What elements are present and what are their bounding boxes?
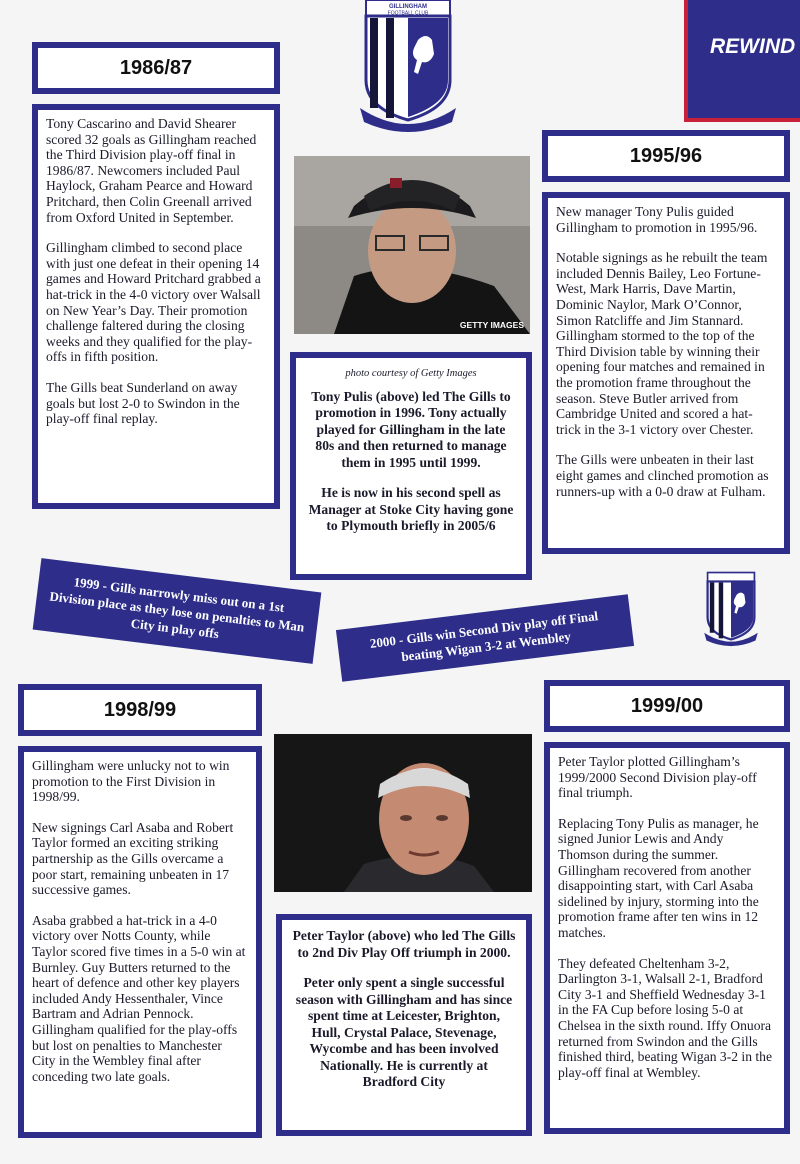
section-1999-paragraph: They defeated Cheltenham 3-2, Darlington 3-1, Walsall 2-1, Bradford City 3-1 and Sheffield Wednesday 3-1 in the FA Cup before losing 5-0 at Chelsea in the sixth round. Iffy Onuora returned from Swindon and the Gills finished third, beating Wigan 3-2 in the play-off final at Wembley. bbox=[558, 955, 773, 1080]
section-1995-paragraph: New manager Tony Pulis guided Gillingham to promotion in 1995/96. bbox=[556, 204, 758, 235]
section-1998-paragraph: Asaba grabbed a hat-trick in a 4-0 victory over Notts County, while Taylor scored five times in a 5-0 win at Burnley. Guy Butters returned to the heart of defence and other key players included Andy Hessenthaler, Vince Bartram and Adrian Pennock. Gillingham qualified for the play-offs but lost on penalties to Manchester City in the Wembley final after conceding two late goals. bbox=[32, 912, 246, 1084]
taylor-caption-text: Peter Taylor (above) who led The Gills to 2nd Div Play Off triumph in 2000. bbox=[292, 928, 516, 960]
banner-1999 bbox=[33, 558, 322, 664]
section-1986-paragraph: Gillingham climbed to second place with just one defeat in their opening 14 games and Howard Pritchard grabbed a hat-trick in the 4-0 victory over Walsall on New Year’s Day. Their promotion challenge faltered during the closing weeks and they qualified for the play-offs in fifth position. bbox=[46, 240, 261, 365]
peter-taylor-photo bbox=[274, 734, 532, 892]
club-crest-small bbox=[702, 570, 760, 652]
section-1998-paragraph: New signings Carl Asaba and Robert Taylor formed an exciting striking partnership as the Gills overcame a poor start, remaining unbeaten in 17 successive games. bbox=[32, 819, 234, 898]
pulis-caption-text: He is now in his second spell as Manager at Stoke City having gone to Plymouth briefly in 2005/6 bbox=[308, 485, 514, 533]
photo-courtesy: photo courtesy of Getty Images bbox=[345, 368, 477, 379]
section-1986-paragraph: Tony Cascarino and David Shearer scored 32 goals as Gillingham reached the Third Division play-off final in 1986/87. Newcomers included Paul Haylock, Graham Pearce and Howard Pritchard, then Colin Greenall arrived from Oxford United in September. bbox=[46, 116, 257, 225]
rewind-tab bbox=[684, 0, 800, 122]
section-1998-header bbox=[18, 684, 262, 736]
club-crest-top bbox=[356, 0, 460, 138]
section-1998-title: 1998/99 bbox=[103, 698, 177, 721]
section-1995-title: 1995/96 bbox=[629, 144, 703, 167]
section-1999-title: 1999/00 bbox=[630, 694, 704, 717]
banner-1999-text: 1999 - Gills narrowly miss out on a 1st Division place as they lose on penalties to Man City in play offs bbox=[48, 573, 306, 641]
pulis-caption-text: Tony Pulis (above) led The Gills to promotion in 1996. Tony actually played for Gillingham in the late 80s and then returned to manage them in 1995 until 1999. bbox=[311, 388, 511, 470]
section-1986-paragraph: The Gills beat Sunderland on away goals but lost 2-0 to Swindon in the play-off final replay. bbox=[46, 379, 240, 427]
tony-pulis-photo bbox=[294, 156, 530, 334]
section-1998-paragraph: Gillingham were unlucky not to win promotion to the First Division in 1998/99. bbox=[32, 758, 230, 805]
section-1998-body bbox=[18, 746, 262, 1138]
crest-top-text: GILLINGHAM bbox=[389, 4, 427, 10]
rewind-label: REWIND bbox=[710, 35, 796, 58]
section-1999-body bbox=[544, 742, 790, 1134]
taylor-caption-text: Peter only spent a single successful season with Gillingham and has since spent time at Leicester, Brighton, Hull, Crystal Palace, Stevenage, Wycombe and has been involved Nationally. He is currently at Bradford City bbox=[295, 975, 513, 1089]
pulis-caption bbox=[290, 352, 532, 580]
banner-2000 bbox=[336, 594, 634, 681]
taylor-caption bbox=[276, 914, 532, 1136]
section-1995-paragraph: Notable signings as he rebuilt the team included Dennis Bailey, Leo Fortune-West, Mark Harris, Dave Martin, Dominic Naylor, Mark O’Connor, Simon Ratcliffe and Jim Stannard. Gillingham stormed to the top of the Third Division table by winning their opening four matches and remained in the promotion frame throughout the season. Steve Butler arrived from Cambridge United and scored a hat-trick in the 3-1 victory over Chester. bbox=[556, 250, 768, 437]
section-1999-header bbox=[544, 680, 790, 732]
section-1999-paragraph: Replacing Tony Pulis as manager, he signed Junior Lewis and Andy Thomson during the summer. Gillingham recovered from another disappointing start, with Carl Asaba sidelined by injury, storming into the promotion frame after ten wins in 12 matches. bbox=[558, 815, 759, 940]
section-1995-header bbox=[542, 130, 790, 182]
section-1999-paragraph: Peter Taylor plotted Gillingham’s 1999/2000 Second Division play-off final triumph. bbox=[558, 754, 757, 801]
section-1986-header bbox=[32, 42, 280, 94]
section-1995-body bbox=[542, 192, 790, 554]
section-1995-paragraph: The Gills were unbeaten in their last eight games and clinched promotion as runners-up with a 0-0 draw at Fulham. bbox=[556, 452, 769, 499]
section-1986-body bbox=[32, 104, 280, 509]
banner-2000-text: 2000 - Gills win Second Div play off Final beating Wigan 3-2 at Wembley bbox=[369, 608, 599, 665]
section-1986-title: 1986/87 bbox=[119, 56, 193, 79]
crest-sub-text: FOOTBALL CLUB bbox=[387, 10, 429, 17]
photo-credit: GETTY IMAGES bbox=[459, 320, 524, 330]
